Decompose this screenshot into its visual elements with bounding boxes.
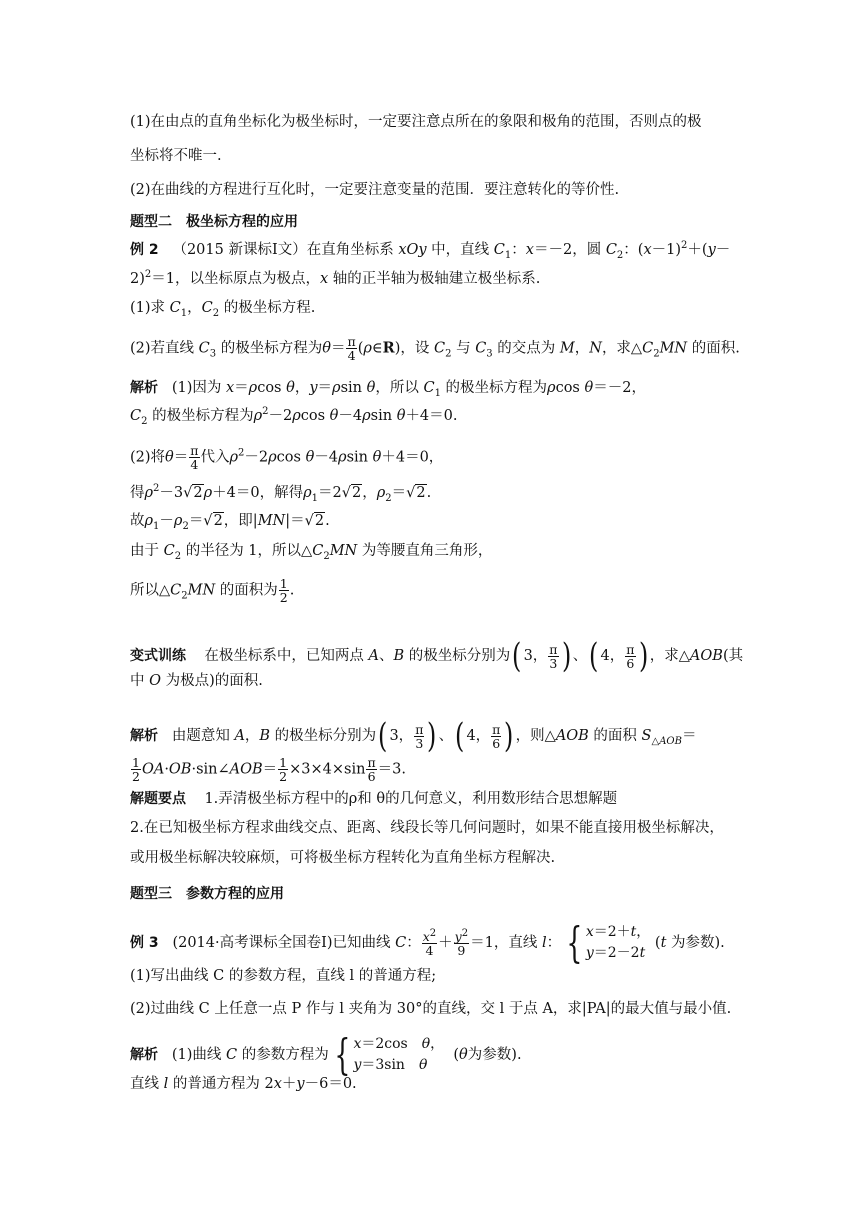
variant-training-cont: 中 O 为极点)的面积. (130, 673, 263, 689)
variant-label: 变式训练 (130, 648, 186, 664)
example-3-label: 例 3 (130, 935, 159, 951)
fraction: $\frac{\pi}{4}$ (190, 443, 199, 472)
solution-label: 解析 (130, 380, 158, 396)
variant-training: 变式训练 在极坐标系中，已知两点 A、B 的极坐标分别为( 3， $\frac{\pi}{3}$ ) 、( 4， $\frac{\pi}{6}$ ) ，求△AOB(其 (130, 636, 744, 676)
example-3-question-1: (1)写出曲线 C 的参数方程，直线 l 的普通方程; (130, 968, 437, 984)
example-2-label: 例 2 (130, 242, 159, 258)
key-points-label: 解题要点 (130, 791, 186, 807)
example-2-solution-2b: 得$\rho^2-3√2\rho+4=0$，解得$\rho_1=2√2$，$\rho_2=√2$. (130, 483, 432, 504)
example-2-question-1: (1)求 $C_1$，$C_2$ 的极坐标方程. (130, 300, 316, 319)
fraction: $\frac{\pi}{4}$ (347, 334, 356, 363)
key-points-2-cont: 或用极坐标解决较麻烦，可将极坐标方程转化为直角坐标方程解决. (130, 850, 556, 866)
example-2-statement: 例 2 （2015 新课标Ⅰ文）在直角坐标系 xOy 中，直线 $C_1$：x＝－2，圆 $C_2$：$(x-1)^2+(y-$ (130, 240, 731, 261)
example-2-solution-2c: 故$\rho_1-\rho_2=√2$，即|MN|＝√2. (130, 513, 330, 532)
example-2-solution-1-cont: $C_2$ 的极坐标方程为$\rho^2-2\rho\cos$ θ－4ρsin θ＋4＝0. (130, 406, 458, 427)
example-3-statement: 例 3 (2014·高考课标全国卷Ⅰ)已知曲线 C： $\frac{x^2}{4}$ ＋ $\frac{y^2}{9}$ ＝1，直线 l： { x＝2＋t， y＝2－2t (t 为参数). (130, 918, 725, 967)
section-heading-type-3: 题型三 参数方程的应用 (130, 886, 284, 902)
example-2-statement-cont: 2)$^2$＝1，以坐标原点为极点，x 轴的正半轴为极轴建立极坐标系. (130, 269, 541, 287)
fraction: $\frac{1}{2}$ (279, 576, 288, 605)
example-2-solution-2: (2)将θ＝ $\frac{\pi}{4}$ 代入$\rho^2-2\rho\cos$ θ－4ρsin θ＋4＝0， (130, 443, 444, 472)
note-1-line-1: (1)在由点的直角坐标化为极坐标时，一定要注意点所在的象限和极角的范围，否则点的极 (130, 114, 702, 130)
example-3-question-2: (2)过曲线 C 上任意一点 P 作与 l 夹角为 30°的直线，交 l 于点 A，求|PA|的最大值与最小值. (130, 1001, 732, 1017)
section-heading-type-2: 题型二 极坐标方程的应用 (130, 214, 298, 230)
note-1-line-2: 坐标将不唯一. (130, 148, 222, 164)
example-2-question-2: (2)若直线 $C_3$ 的极坐标方程为θ＝ $\frac{\pi}{4}$ (ρ∈R)，设 $C_2$ 与 $C_3$ 的交点为 M，N，求$\triangle C_2MN$ 的面积. (130, 334, 740, 363)
variant-solution-cont: $\frac{1}{2}$ OA·OB·sin∠AOB＝ $\frac{1}{2}$ ×3×4×sin $\frac{\pi}{6}$ ＝3. (132, 755, 407, 784)
key-points-2: 2.在已知极坐标方程求曲线交点、距离、线段长等几何问题时，如果不能直接用极坐标解决， (130, 820, 724, 836)
example-3-solution-cont: 直线 l 的普通方程为 2x＋y－6＝0. (130, 1076, 357, 1092)
example-2-solution-2e: 所以$\triangle C_2MN$ 的面积为 $\frac{1}{2}$ . (130, 576, 295, 605)
example-3-solution: 解析 (1)曲线 C 的参数方程为 { x＝2cos θ， y＝3sin θ (θ为参数). (130, 1030, 522, 1079)
note-2: (2)在曲线的方程进行互化时，一定要注意变量的范围．要注意转化的等价性. (130, 182, 620, 198)
example-2-solution-1: 解析 (1)因为 x＝ρcos θ，y＝ρsin θ，所以 $C_1$ 的极坐标方程为ρcos θ＝－2， (130, 380, 646, 399)
variant-solution: 解析 由题意知 A，B 的极坐标分别为( 3， $\frac{\pi}{3}$ ) 、( 4， $\frac{\pi}{6}$ ) ，则△AOB 的面积 $S_{\triangle AOB}=$ (130, 716, 697, 756)
example-2-source: （2015 新课标Ⅰ文） (172, 242, 307, 258)
example-2-solution-2d: 由于 $C_2$ 的半径为 1，所以$\triangle C_2MN$ 为等腰直角三角形， (130, 543, 493, 562)
key-points-1: 解题要点 1.弄清极坐标方程中的ρ和 θ的几何意义，利用数形结合思想解题 (130, 791, 618, 807)
example-3-source: (2014·高考课标全国卷Ⅰ) (172, 935, 333, 951)
